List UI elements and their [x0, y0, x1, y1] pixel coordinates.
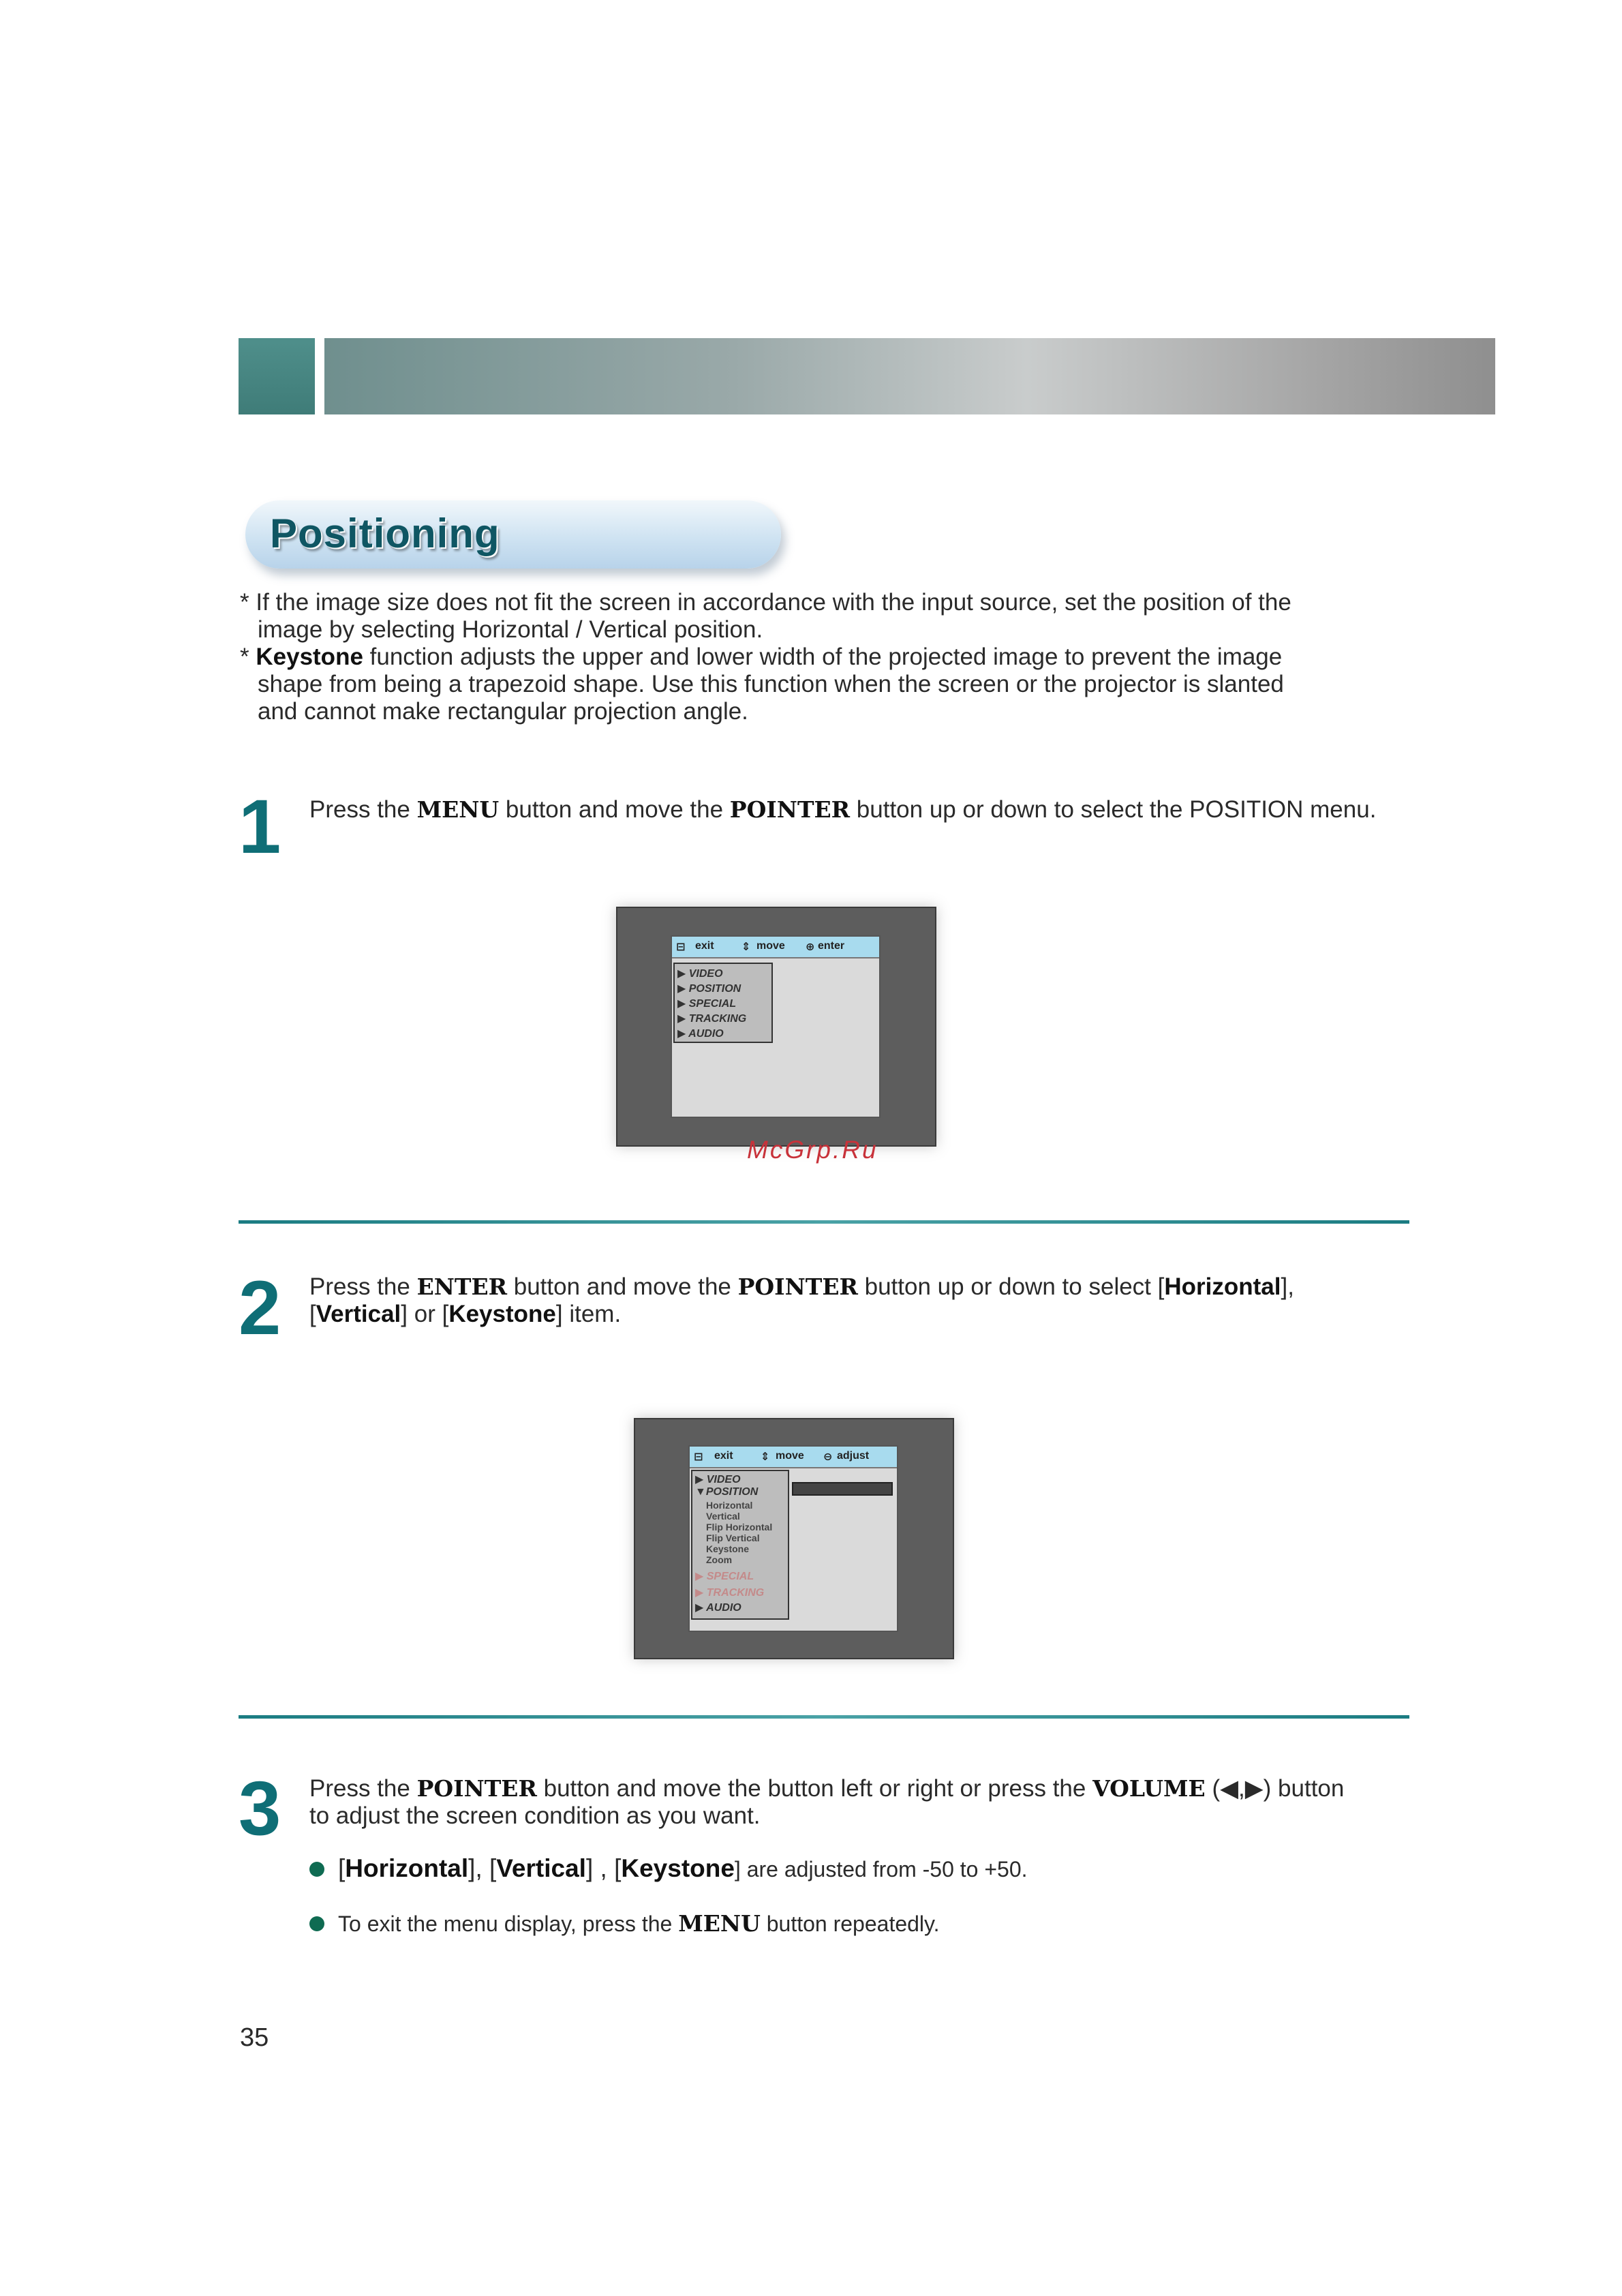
- intro-keystone-keyword: Keystone: [256, 644, 363, 670]
- osd-1-display: [671, 935, 881, 1118]
- step-1-t3: button up or down to select the POSITION menu.: [850, 796, 1377, 823]
- step-1-t2: button and move the: [499, 796, 730, 823]
- intro-line-1: * If the image size does not fit the screen in accordance with the input source, set the position of the: [240, 589, 1291, 616]
- step-3-t4: to adjust the screen condition as you want.: [309, 1802, 761, 1829]
- step-2-t1: Press the: [309, 1273, 417, 1300]
- bullet-dot-icon: [309, 1916, 324, 1931]
- osd-2-sub-horizontal[interactable]: Horizontal: [706, 1500, 753, 1511]
- osd-1-item-audio[interactable]: ▶ AUDIO: [677, 1028, 724, 1040]
- osd-2-sub-flip-horizontal[interactable]: Flip Horizontal: [706, 1522, 773, 1532]
- intro-line-2: image by selecting Horizontal / Vertical position.: [258, 616, 763, 643]
- arrow-down-icon: ▼: [695, 1486, 706, 1498]
- step-2-text: [309, 1273, 1400, 1328]
- step-2-t2: button and move the: [507, 1273, 738, 1300]
- intro-line-5: and cannot make rectangular projection angle.: [258, 698, 748, 725]
- divider-2: [239, 1715, 1409, 1719]
- step-3-number: 3: [239, 1766, 280, 1851]
- osd-2-item-audio[interactable]: ▶ AUDIO: [695, 1602, 741, 1614]
- header-bar: [324, 338, 1495, 414]
- step-2-t5: [: [309, 1301, 316, 1327]
- osd-2-item-special[interactable]: ▶ SPECIAL: [695, 1571, 754, 1582]
- pointer-keyword: POINTER: [416, 1775, 537, 1802]
- osd-1-menu-list: [673, 963, 773, 1043]
- move-icon: ⇕: [741, 941, 751, 953]
- osd-1-item-video[interactable]: ▶ VIDEO: [677, 968, 723, 980]
- vertical-term: Vertical: [316, 1301, 401, 1327]
- osd-2-item-video[interactable]: ▶ VIDEO: [695, 1474, 741, 1485]
- osd-2-sub-keystone[interactable]: Keystone: [706, 1543, 750, 1554]
- menu-keyword: MENU: [678, 1910, 761, 1937]
- osd-1-enter-label: enter: [818, 940, 845, 952]
- osd-screen-2: [634, 1418, 954, 1659]
- page-number: 35: [240, 2023, 269, 2052]
- step-2-number: 2: [239, 1265, 280, 1350]
- osd-1-hint-bar: [672, 937, 879, 958]
- move-icon: ⇕: [761, 1451, 770, 1463]
- arrow-right-icon: ▶: [677, 968, 689, 980]
- step-3-text: [309, 1775, 1400, 1830]
- osd-1-item-tracking[interactable]: ▶ TRACKING: [677, 1013, 747, 1025]
- bullet-dot-icon: [309, 1862, 324, 1877]
- horizontal-term: Horizontal: [1164, 1273, 1281, 1300]
- horizontal-term: Horizontal: [345, 1854, 469, 1882]
- menu-keyword: MENU: [416, 796, 500, 823]
- step-1-number: 1: [239, 784, 280, 869]
- osd-2-menu-list: [691, 1470, 789, 1620]
- step-1-text: [309, 796, 1400, 824]
- intro-line-3: function adjusts the upper and lower width of the projected image to prevent the image: [363, 644, 1283, 670]
- osd-1-item-position[interactable]: ▶ POSITION: [677, 983, 741, 995]
- intro-star: *: [240, 644, 256, 670]
- enter-icon: ⊕: [806, 941, 815, 953]
- header-square: [239, 338, 315, 414]
- osd-2-move-label: move: [776, 1450, 804, 1462]
- step-3-t2: button and move the button left or right or press the: [536, 1775, 1093, 1802]
- osd-2-sub-flip-vertical[interactable]: Flip Vertical: [706, 1532, 760, 1543]
- adjust-icon: ⊖: [823, 1451, 833, 1463]
- vertical-term: Vertical: [496, 1854, 586, 1882]
- section-title: Positioning: [270, 511, 500, 556]
- keystone-term: Keystone: [621, 1854, 735, 1882]
- adjust-slider[interactable]: [792, 1482, 893, 1496]
- arrow-right-icon: ▶: [677, 983, 689, 995]
- step-2-t3: button up or down to select [: [857, 1273, 1165, 1300]
- intro-paragraph: [240, 589, 1398, 725]
- osd-2-sub-zoom[interactable]: Zoom: [706, 1554, 733, 1565]
- enter-keyword: ENTER: [416, 1273, 508, 1300]
- osd-screen-1: [616, 907, 936, 1147]
- osd-2-hint-bar: [690, 1447, 897, 1468]
- menu-key-icon: ⊟: [694, 1451, 703, 1463]
- arrow-right-icon: ▶: [677, 998, 689, 1010]
- arrow-right-icon: ▶: [695, 1571, 707, 1582]
- intro-line-4: shape from being a trapezoid shape. Use this function when the screen or the projector is slanted: [258, 671, 1284, 697]
- osd-1-item-special[interactable]: ▶ SPECIAL: [677, 998, 737, 1010]
- osd-2-adjust-label: adjust: [837, 1450, 870, 1462]
- step-3-t3: (◀,▶) button: [1205, 1775, 1345, 1802]
- step-2-t4: ],: [1281, 1273, 1294, 1300]
- osd-2-sub-vertical[interactable]: Vertical: [706, 1511, 740, 1522]
- osd-2-display: [688, 1445, 898, 1632]
- arrow-right-icon: ▶: [695, 1474, 707, 1485]
- step-3-t1: Press the: [309, 1775, 417, 1802]
- arrow-right-icon: ▶: [695, 1587, 707, 1599]
- arrow-right-icon: ▶: [677, 1013, 689, 1025]
- pointer-keyword: POINTER: [729, 796, 851, 823]
- osd-1-exit-label: exit: [695, 940, 714, 952]
- watermark: McGrp.Ru: [747, 1136, 878, 1164]
- bullet-2: To exit the menu display, press the MENU button repeatedly.: [338, 1910, 940, 1937]
- arrow-right-icon: ▶: [677, 1028, 689, 1040]
- arrow-right-icon: ▶: [695, 1602, 707, 1614]
- step-2-t6: ] or [: [401, 1301, 449, 1327]
- pointer-keyword: POINTER: [737, 1273, 858, 1300]
- volume-keyword: VOLUME: [1092, 1775, 1206, 1802]
- step-2-t7: ] item.: [555, 1301, 622, 1327]
- osd-2-exit-label: exit: [714, 1450, 733, 1462]
- osd-2-item-position[interactable]: ▼POSITION: [695, 1486, 759, 1498]
- menu-key-icon: ⊟: [676, 941, 686, 953]
- step-1-t1: Press the: [309, 796, 417, 823]
- osd-2-item-tracking[interactable]: ▶ TRACKING: [695, 1587, 765, 1599]
- osd-1-move-label: move: [756, 940, 785, 952]
- divider-1: [239, 1220, 1409, 1224]
- keystone-term: Keystone: [448, 1301, 556, 1327]
- bullet-1: [Horizontal], [Vertical] , [Keystone] are adjusted from -50 to +50.: [338, 1854, 1028, 1882]
